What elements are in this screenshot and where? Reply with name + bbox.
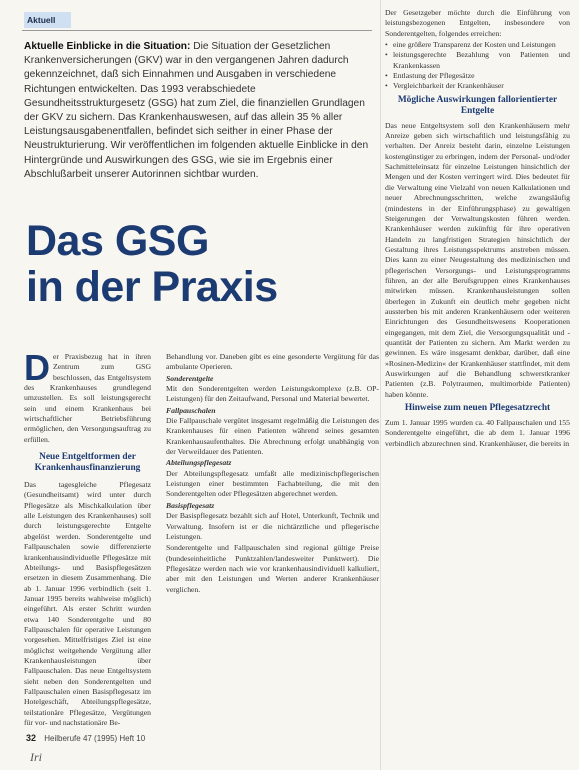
lead-paragraph xyxy=(24,40,372,182)
footer-source: Heilberufe 47 (1995) Heft 10 xyxy=(44,734,146,743)
goals-list xyxy=(385,40,570,92)
header-rule xyxy=(22,30,372,31)
headline-line2: in der Praxis xyxy=(26,263,278,311)
lead-bold: Aktuelle Einblicke in die Situation: xyxy=(24,41,191,52)
col1-intro xyxy=(24,347,151,445)
list-item: • leistungsgerechte Bezahlung von Patienten und Krankenkassen xyxy=(385,50,570,71)
section-text-basispflegesatz: Der Basispflegesatz bezahlt sich auf Hotel, Unterkunft, Technik und Verwaltung. Insofern ist er die nichtärztliche und pflegerische Leistungen. xyxy=(166,511,379,541)
headline-line1: Das GSG xyxy=(26,217,209,265)
col3-body-1: Das neue Entgeltsystem soll den Krankenhäusern mehr Anreize geben sich wirtschaftlich und leistungsfähig zu verhalten. Der Anreiz besteht darin, einzelne Leistungen kostengünstiger zu erbringen, indem der Personal- und/oder Sachmitteleinsatz für einzelne Leistungen hinsichtlich der Mengen und der Kosten verringert wird. Dies bedeutet für die Verwaltung eine Vielzahl von neuen Kalkulationen und neuer Abrechnungsschritten, welche zwangsläufig (mindestens in der Einführungsphase) zu gewaltigen Steigerungen der Verwaltungskosten führen werden. Krankenhäuser werden zukünftig für ihre operativen Handeln zu langfristigen Strategien hinsichtlich der Gestaltung ihres Leistungsspektrums anstreben müssen. Dies kann zu einer Neugestaltung des medizinischen und pflegerischen Versorgungs- und Leistungsprogramms führen, an der alle Berufsgruppen eines Krankenhauses mitwirken müssen. Krankenhausleistungen sollen überlegen in Zukunft ein deutlich mehr gegeben nicht aussterben bis mit anderen Krankenhäusern oder weiteren Einrichtungen des Gesundheitswesens Kooperationen eingegangen, mit dem Ziel, die Versorgungsqualität und -quantität der Patienten zu sichern. Am Markt werden zu gewinnen. Es wäre insgesamt denkbar, darüber, daß eine »Rosinen-Medizin« der Krankenhäuser stattfindet, mit dem Auswirkungen auf die Behandlung schwerstkranker Patienten (z.B. Polytraumen, multimorbide Patienten) haben könnte. xyxy=(385,120,570,399)
col1-body: Das tagesgleiche Pflegesatz (Gesundheitsamt) wird unter durch Pflegesätze als Mischkalkulation über alle Leistungen des Krankenhauses) soll durch leistungsgerechte Entgelte abgelöst werden. Sonderentgelte und Fallpauschalen sowie differenzierte krankenhausindividuelle Pflegesätze mit Abteilungs- und Basispflegesätzen ersetzen in diesem Zusammenhang. Die ab 1. Januar 1996 verbindlich (seit 1. Januar 1995 bereits wahlweise möglich) eingeführt. Als erster Schritt wurden etwa 140 Sonderentgelte und 80 Fallpauschalen für operative Leistungen vorgesehen. Mittelfristiges Ziel ist eine möglichst weitgehende Vergütung aller Krankenhausleistungen über Fallpauschalen. Das neue Entgeltsystem sieht neben den Sonderentgelten und Fallpauschalen einen Basispflegesatz im Hotelgeschäft, Abteilungspflegesätze, teilstationäre Pflegesätze, Vergütungen für vor- und nachstationäre Be- xyxy=(24,480,151,727)
section-text-abteilungspflegesatz: Der Abteilungspflegesatz umfaßt alle medizinischpflegerischen Leistungen einer bestimmten Fachabteilung, die mit den Sonderentgelten oder Pflegesätzen abgerechnet werden. xyxy=(166,468,379,499)
section-text-sonderentgelte: Mit den Sonderentgelten werden Leistungskomplexe (z.B. OP-Leistungen) für den Zeitaufwand, Personal und Material bewertet. xyxy=(166,384,379,404)
col3-subhead-1: Mögliche Auswirkungen fallorientierter Entgelte xyxy=(397,94,558,116)
section-title-sonderentgelte: Sonderentgelte xyxy=(166,373,214,383)
lead-text: Die Situation der Gesetzlichen Krankenversicherungen (GKV) war in den vergangenen Jahren dadurch gekennzeichnet, daß sich Einnahmen und Ausgaben in verschiedene Richtungen entwickelten. Das 1993 verabschiedete Gesundheitsstrukturgesetz (GSG) hat zum Ziel, die finanziellen Grundlagen der GKV zu sichern. Das Krankenhauswesen, auf das allein 35 % aller Leistungsausgabenentfallen, befindet sich seither in einer Phase der Neustrukturierung. Wir veröffentlichen im folgenden aktuelle Einblicke in den Hintergründe und Auswirkungen des GSG, wie sie im Ergebnis einer Abschlußarbeit unserer Autorinnen sichtbar wurden. xyxy=(24,41,369,180)
section-badge: Aktuell xyxy=(24,12,71,28)
page-number: 32 xyxy=(26,733,37,743)
col2-intro: Behandlung vor. Daneben gibt es eine gesonderte Vergütung für das ambulante Operieren. xyxy=(166,352,379,372)
column-2 xyxy=(166,352,379,596)
page-footer xyxy=(26,733,145,743)
column-divider xyxy=(380,0,381,770)
col1-intro-text: er Praxisbezug hat in ihren Zentrum zum GSG beschlossen, das Entgeltsystem des Krankenhauses grundlegend umzustellen. Es soll leistungsgerecht sein und einem Krankenhaus bei wirtschaftlicher Betriebsführung ermöglichen, den Versorgungsauftrag zu erfüllen. xyxy=(24,352,151,444)
column-1 xyxy=(24,347,151,729)
section-title-basispflegesatz: Basispflegesatz xyxy=(166,500,215,510)
section-title-fallpauschalen: Fallpauschalen xyxy=(166,405,216,415)
drop-cap: D xyxy=(24,347,50,388)
section-text-fallpauschalen: Die Fallpauschale vergütet insgesamt regelmäßig die Leistungen des Krankenhauses für einen Patienten während seines gesamten Krankenhausaufenthaltes. Die Abrechnung erfolgt unabhängig von der Verweildauer des Patienten. xyxy=(166,416,379,457)
list-item: • Vergleichbarkeit der Krankenhäuser xyxy=(385,81,570,91)
col2-tail: Sonderentgelte und Fallpauschalen sind regional gültige Preise (bundeseinheitliche Punktzahlen/landesweiter Punktwert). Die Pflegesätze werden nach wie vor krankenhausindividuell kalkuliert, aber mit den Leistungen und Werten anderer Krankenhäuser verglichen. xyxy=(166,543,379,594)
col3-intro: Der Gesetzgeber möchte durch die Einführung von leistungsbezogenen Entgelten, insbesondere von Sonderentgelten, folgendes erreichen: xyxy=(385,8,570,38)
col1-subhead: Neue Entgeltformen der Krankenhausfinanzierung xyxy=(34,452,141,474)
list-item: • eine größere Transparenz der Kosten und Leistungen xyxy=(385,40,570,50)
section-title-abteilungspflegesatz: Abteilungspflegesatz xyxy=(166,458,232,468)
col3-subhead-2: Hinweise zum neuen Pflegesatzrecht xyxy=(404,403,551,414)
column-3 xyxy=(385,8,570,450)
list-item: • Entlastung der Pflegesätze xyxy=(385,71,570,81)
headline xyxy=(26,218,278,310)
col3-body-2: Zum 1. Januar 1995 wurden ca. 40 Fallpauschalen und 155 Sonderentgelte eingeführt, die ab dem 1. Januar 1996 verbindlich abzurechnen sind. Krankenhäuser, die bereits in xyxy=(385,418,570,448)
handwritten-note: Iri xyxy=(30,750,42,764)
